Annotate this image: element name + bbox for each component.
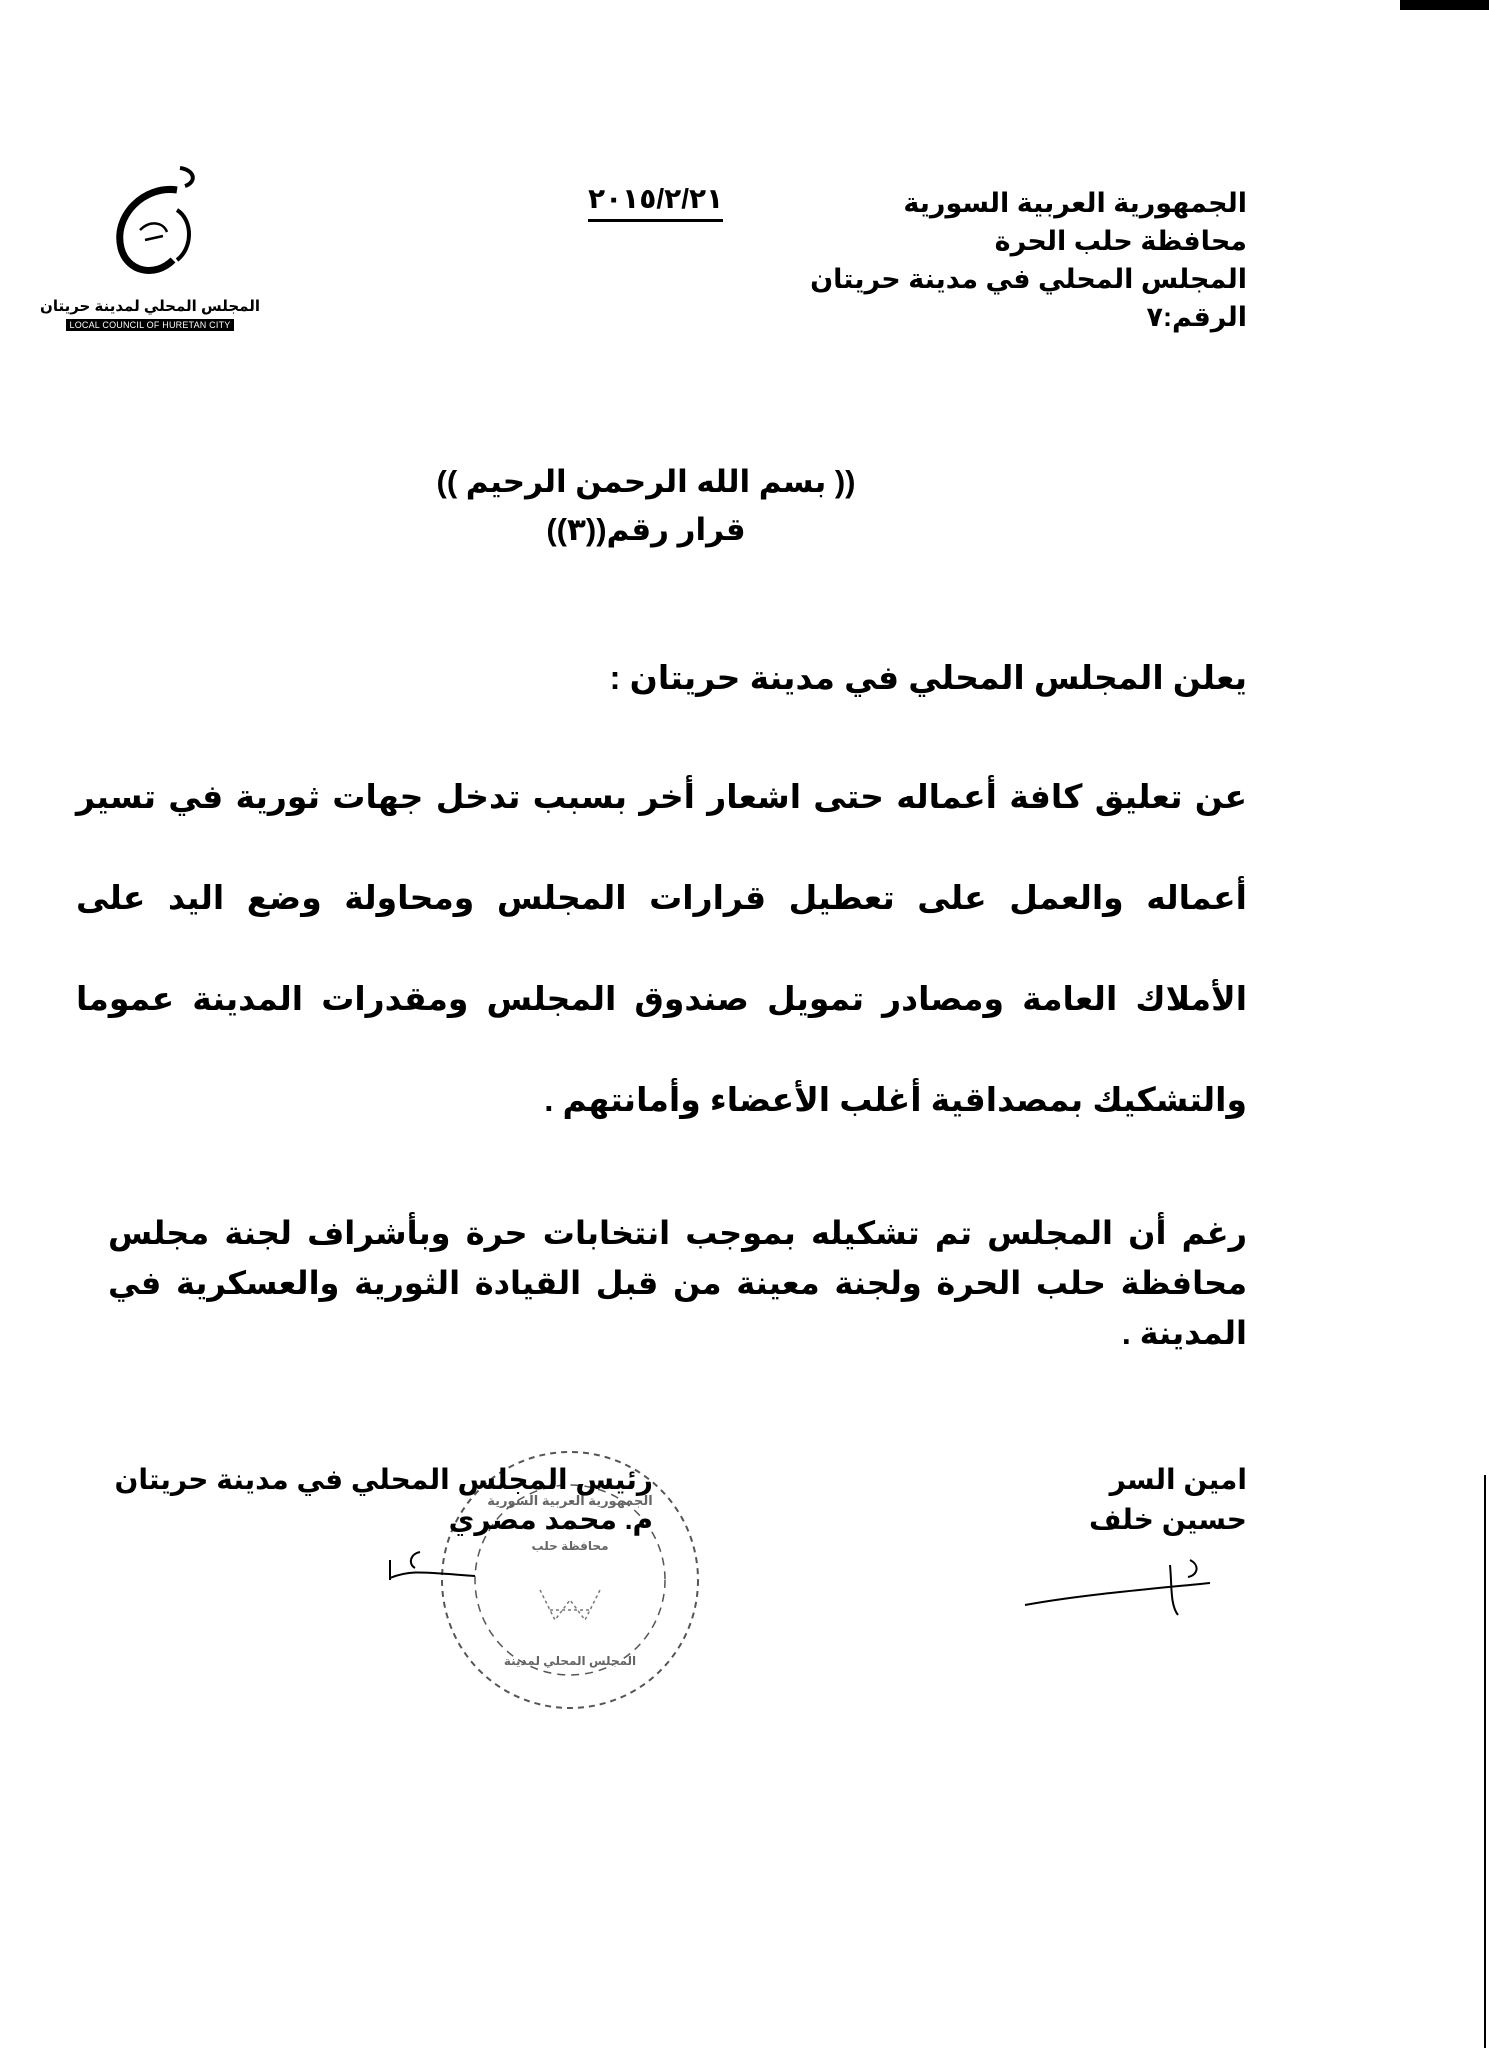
stamp-text-bottom: المجلس المحلي لمدينة [503, 1654, 637, 1668]
basmala: (( بسم الله الرحمن الرحيم )) [436, 464, 856, 499]
scan-edge-line [1484, 1475, 1486, 2048]
secretary-name: حسين خلف [1088, 1504, 1247, 1535]
logo-arabic-name: المجلس المحلي لمدينة حريتان [40, 298, 260, 315]
document-title [400, 458, 892, 554]
calligraphy-logo-icon [85, 160, 215, 290]
secretary-signature-icon [1020, 1555, 1250, 1625]
paragraph-1: عن تعليق كافة أعماله حتى اشعار أخر بسبب تدخل جهات ثورية في تسير أعماله والعمل على تعطيل قرارات المجلس ومحاولة وضع اليد على الأملاك العامة ومصادر تمويل صندوق المجلس ومقدرات المدينة عموما والتشكيك بمصداقية أغلب الأعضاء وأمانتهم . [76, 778, 1247, 1118]
header-reference-number: الرقم:٧ [1146, 302, 1247, 332]
stamp-text-top: الجمهورية العربية السورية [487, 1493, 653, 1508]
secretary-signature-block [1089, 1460, 1247, 1540]
header-governorate: محافظة حلب الحرة [994, 226, 1247, 256]
council-logo [40, 160, 260, 333]
president-title: رئيس المجلس المحلي في مدينة حريتان [114, 1464, 653, 1495]
letterhead [810, 184, 1247, 336]
stamp-text-mid: محافظة حلب [531, 1539, 609, 1553]
header-country: الجمهورية العربية السورية [903, 188, 1247, 218]
president-signature-icon [380, 1540, 580, 1600]
intro-line: يعلن المجلس المحلي في مدينة حريتان : [609, 659, 1247, 696]
scan-edge-mark [1400, 0, 1489, 10]
president-signature-block [115, 1460, 653, 1540]
document-date: ٢٠١٥/٢/٢١ [588, 182, 723, 222]
logo-english-name: LOCAL COUNCIL OF HURETAN CITY [66, 319, 235, 331]
paragraph-2: رغم أن المجلس تم تشكيله بموجب انتخابات حرة وبأشراف لجنة مجلس محافظة حلب الحرة ولجنة معينة من قبل القيادة الثورية والعسكرية في المدينة . [108, 1215, 1248, 1351]
decision-number: قرار رقم((٣)) [546, 512, 746, 547]
secretary-title: امين السر [1109, 1464, 1247, 1495]
header-council: المجلس المحلي في مدينة حريتان [810, 264, 1247, 294]
president-name: م. محمد مصري [448, 1504, 653, 1535]
